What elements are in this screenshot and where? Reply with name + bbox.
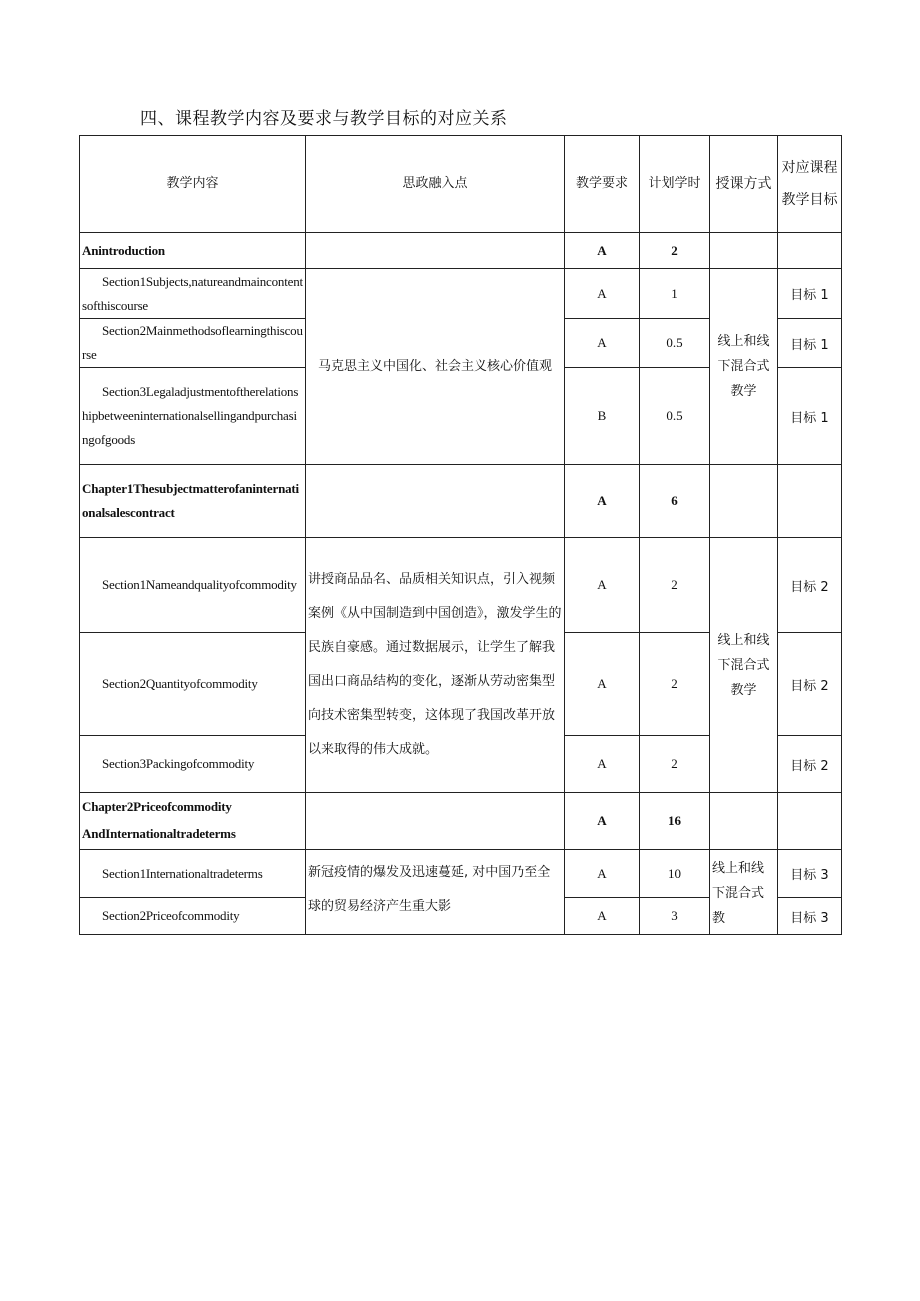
header-content: 教学内容 <box>80 136 306 233</box>
goal-cell <box>778 793 842 850</box>
requirement-cell: A <box>565 319 640 368</box>
goal-cell: 目标 1 <box>778 269 842 319</box>
table-row <box>80 793 842 850</box>
table-row <box>80 538 842 633</box>
method-cell: 线上和线下混合式教学 <box>710 269 778 465</box>
goal-cell: 目标 3 <box>778 850 842 898</box>
method-cell: 线上和线下混合式教学 <box>710 538 778 793</box>
table-row <box>80 850 842 898</box>
content-cell: Section3Legaladjustmentoftherelationshipbetweeninternationalsellingandpurchasingofgoods <box>80 368 306 465</box>
method-cell <box>710 793 778 850</box>
ideology-cell <box>306 793 565 850</box>
content-cell: Section1Internationaltradeterms <box>80 850 306 898</box>
hours-cell: 1 <box>640 269 710 319</box>
ideology-cell <box>306 465 565 538</box>
ideology-cell: 马克思主义中国化、社会主义核心价值观 <box>306 269 565 465</box>
content-cell: Section1Nameandqualityofcommodity <box>80 538 306 633</box>
requirement-cell: A <box>565 465 640 538</box>
hours-cell: 0.5 <box>640 368 710 465</box>
requirement-cell: A <box>565 269 640 319</box>
ideology-cell: 新冠疫情的爆发及迅速蔓延, 对中国乃至全球的贸易经济产生重大影 <box>306 850 565 935</box>
goal-cell: 目标 2 <box>778 633 842 736</box>
table-row <box>80 465 842 538</box>
goal-cell <box>778 233 842 269</box>
hours-cell: 2 <box>640 538 710 633</box>
content-cell <box>80 793 306 850</box>
method-cell <box>710 233 778 269</box>
requirement-cell: A <box>565 898 640 935</box>
requirement-cell: A <box>565 538 640 633</box>
hours-cell: 2 <box>640 736 710 793</box>
hours-cell: 6 <box>640 465 710 538</box>
hours-cell: 3 <box>640 898 710 935</box>
table-row <box>80 233 842 269</box>
table-row <box>80 269 842 319</box>
course-content-table <box>79 135 842 935</box>
header-requirement: 教学要求 <box>565 136 640 233</box>
hours-cell: 2 <box>640 633 710 736</box>
content-cell: Section2Priceofcommodity <box>80 898 306 935</box>
content-line: Chapter2Priceofcommodity <box>82 799 232 814</box>
ideology-cell <box>306 233 565 269</box>
section-heading: 四、课程教学内容及要求与教学目标的对应关系 <box>140 109 508 129</box>
header-hours: 计划学时 <box>640 136 710 233</box>
requirement-cell: A <box>565 850 640 898</box>
goal-cell: 目标 2 <box>778 538 842 633</box>
goal-cell: 目标 2 <box>778 736 842 793</box>
hours-cell: 16 <box>640 793 710 850</box>
content-cell: Chapter1Thesubjectmatterofaninternationalsalescontract <box>80 465 306 538</box>
content-line: AndInternationaltradeterms <box>82 826 236 841</box>
goal-cell: 目标 1 <box>778 368 842 465</box>
method-cell <box>710 465 778 538</box>
header-ideology: 思政融入点 <box>306 136 565 233</box>
hours-cell: 0.5 <box>640 319 710 368</box>
ideology-cell: 讲授商品品名、品质相关知识点，引入视频案例《从中国制造到中国创造》，激发学生的民族自豪感。通过数据展示，让学生了解我国出口商品结构的变化，逐渐从劳动密集型向技术密集型转变，这体现了我国改革开放以来取得的伟大成就。 <box>306 538 565 793</box>
requirement-cell: A <box>565 633 640 736</box>
content-cell: Section2Mainmethodsoflearningthiscourse <box>80 319 306 368</box>
content-cell: Section1Subjects,natureandmaincontentsofthiscourse <box>80 269 306 319</box>
requirement-cell: A <box>565 736 640 793</box>
content-cell: Section3Packingofcommodity <box>80 736 306 793</box>
table-header-row <box>80 136 842 233</box>
content-cell: Anintroduction <box>80 233 306 269</box>
goal-cell: 目标 1 <box>778 319 842 368</box>
goal-cell <box>778 465 842 538</box>
hours-cell: 2 <box>640 233 710 269</box>
requirement-cell: B <box>565 368 640 465</box>
method-cell: 线上和线下混合式教 <box>710 850 778 935</box>
requirement-cell: A <box>565 793 640 850</box>
requirement-cell: A <box>565 233 640 269</box>
hours-cell: 10 <box>640 850 710 898</box>
content-cell: Section2Quantityofcommodity <box>80 633 306 736</box>
header-method: 授课方式 <box>710 136 778 233</box>
header-goal: 对应课程教学目标 <box>778 136 842 233</box>
goal-cell: 目标 3 <box>778 898 842 935</box>
